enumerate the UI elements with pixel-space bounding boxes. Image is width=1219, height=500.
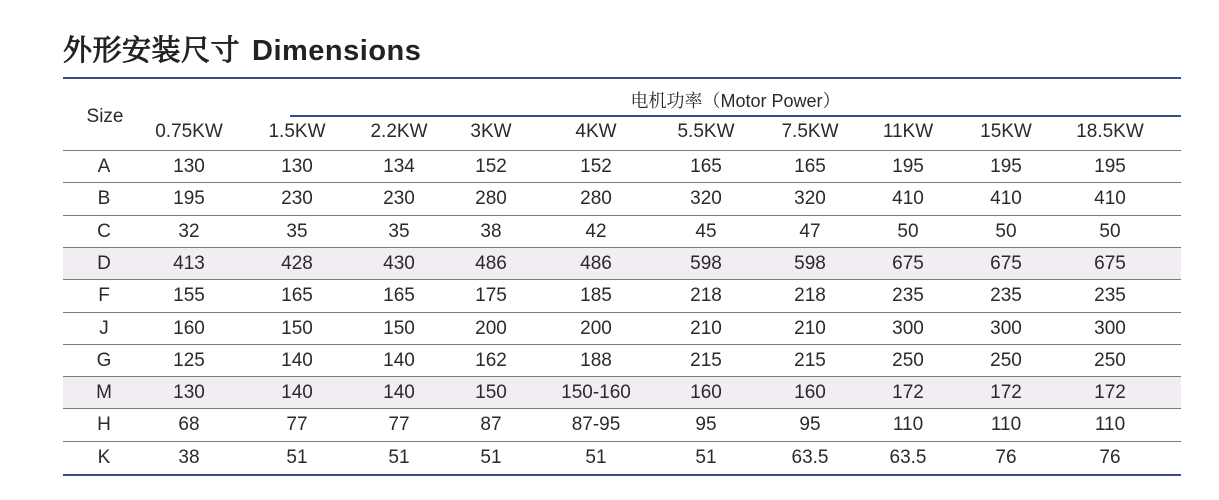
table-cell: 162 <box>475 349 507 371</box>
row-label-f: F <box>98 285 110 307</box>
header-group-rule <box>290 115 1181 117</box>
table-cell: 320 <box>690 188 722 210</box>
table-cell: 68 <box>178 414 200 436</box>
row-label-m: M <box>96 382 112 404</box>
table-cell: 486 <box>475 252 507 274</box>
row-label-b: B <box>97 188 111 210</box>
table-cell: 140 <box>281 349 313 371</box>
table-cell: 77 <box>388 414 410 436</box>
table-cell: 235 <box>892 285 924 307</box>
table-cell: 130 <box>173 156 205 177</box>
row-label-g: G <box>96 349 112 371</box>
table-top-rule <box>63 77 1181 79</box>
table-cell: 51 <box>480 446 502 468</box>
table-cell: 165 <box>383 285 415 307</box>
table-cell: 140 <box>281 382 313 404</box>
page-title <box>63 28 421 69</box>
column-header-5-5kw: 5.5KW <box>677 121 735 142</box>
table-cell: 430 <box>383 252 415 274</box>
table-cell: 77 <box>286 414 308 436</box>
row-divider <box>63 344 1181 345</box>
table-cell: 172 <box>990 382 1022 404</box>
table-cell: 165 <box>794 156 826 177</box>
table-cell: 218 <box>794 285 826 307</box>
table-cell: 410 <box>1094 188 1126 210</box>
table-cell: 87 <box>480 414 502 436</box>
column-header-7-5kw: 7.5KW <box>781 121 839 142</box>
table-cell: 185 <box>580 285 612 307</box>
table-cell: 175 <box>475 285 507 307</box>
table-cell: 140 <box>383 349 415 371</box>
motor-power-header: 电机功率（Motor Power） <box>630 91 841 111</box>
table-cell: 428 <box>281 252 313 274</box>
column-header-15kw: 15KW <box>980 121 1032 142</box>
row-label-c: C <box>97 220 111 242</box>
table-cell: 215 <box>690 349 722 371</box>
table-cell: 300 <box>1094 317 1126 339</box>
table-cell: 160 <box>173 317 205 339</box>
table-cell: 250 <box>1094 349 1126 371</box>
table-cell: 152 <box>580 156 612 177</box>
row-label-h: H <box>97 414 111 436</box>
table-cell: 413 <box>173 252 205 274</box>
column-header-11kw: 11KW <box>882 121 934 142</box>
table-cell: 125 <box>173 349 205 371</box>
table-cell: 486 <box>580 252 612 274</box>
table-cell: 160 <box>690 382 722 404</box>
table-cell: 38 <box>480 220 502 242</box>
table-cell: 598 <box>690 252 722 274</box>
table-cell: 230 <box>281 188 313 210</box>
table-cell: 215 <box>794 349 826 371</box>
row-label-k: K <box>97 446 111 468</box>
row-divider <box>63 279 1181 280</box>
row-divider <box>63 312 1181 313</box>
table-cell: 200 <box>580 317 612 339</box>
table-cell: 152 <box>475 156 507 177</box>
table-cell: 51 <box>388 446 410 468</box>
table-cell: 675 <box>990 252 1022 274</box>
table-cell: 42 <box>585 220 607 242</box>
column-header-4kw: 4KW <box>575 121 617 142</box>
table-cell: 210 <box>794 317 826 339</box>
row-label-a: A <box>97 156 111 177</box>
table-cell: 110 <box>892 414 924 436</box>
table-bottom-rule <box>63 474 1181 476</box>
table-cell: 210 <box>690 317 722 339</box>
table-cell: 410 <box>990 188 1022 210</box>
table-cell: 50 <box>897 220 919 242</box>
table-cell: 195 <box>1094 156 1126 177</box>
table-cell: 280 <box>475 188 507 210</box>
table-cell: 95 <box>695 414 717 436</box>
title-zh: 外形安装尺寸 <box>63 35 241 67</box>
table-cell: 300 <box>892 317 924 339</box>
table-cell: 35 <box>286 220 308 242</box>
table-cell: 130 <box>281 156 313 177</box>
table-cell: 45 <box>695 220 717 242</box>
table-cell: 150-160 <box>561 382 631 404</box>
row-divider <box>63 247 1181 248</box>
table-cell: 172 <box>1094 382 1126 404</box>
table-cell: 51 <box>585 446 607 468</box>
table-cell: 235 <box>1094 285 1126 307</box>
table-cell: 195 <box>173 188 205 210</box>
table-cell: 155 <box>173 285 205 307</box>
row-divider <box>63 441 1181 442</box>
table-cell: 95 <box>799 414 821 436</box>
table-cell: 63.5 <box>889 446 927 468</box>
table-cell: 675 <box>1094 252 1126 274</box>
table-cell: 675 <box>892 252 924 274</box>
table-cell: 63.5 <box>791 446 829 468</box>
size-header: Size <box>86 106 124 127</box>
table-cell: 200 <box>475 317 507 339</box>
column-header-18-5kw: 18.5KW <box>1076 121 1144 142</box>
column-header-3kw: 3KW <box>470 121 512 142</box>
table-cell: 51 <box>286 446 308 468</box>
row-label-d: D <box>97 252 111 274</box>
table-cell: 32 <box>178 220 200 242</box>
table-cell: 140 <box>383 382 415 404</box>
table-cell: 110 <box>1094 414 1126 436</box>
column-header-0-75kw: 0.75KW <box>155 121 223 142</box>
table-cell: 598 <box>794 252 826 274</box>
table-cell: 150 <box>475 382 507 404</box>
table-cell: 195 <box>990 156 1022 177</box>
column-header-2-2kw: 2.2KW <box>370 121 428 142</box>
table-cell: 320 <box>794 188 826 210</box>
table-cell: 300 <box>990 317 1022 339</box>
table-cell: 110 <box>990 414 1022 436</box>
table-cell: 172 <box>892 382 924 404</box>
table-cell: 188 <box>580 349 612 371</box>
row-divider <box>63 376 1181 377</box>
table-cell: 410 <box>892 188 924 210</box>
table-cell: 235 <box>990 285 1022 307</box>
table-cell: 47 <box>799 220 821 242</box>
table-cell: 150 <box>383 317 415 339</box>
table-cell: 218 <box>690 285 722 307</box>
row-label-j: J <box>99 317 109 339</box>
row-divider <box>63 408 1181 409</box>
column-header-1-5kw: 1.5KW <box>268 121 326 142</box>
table-cell: 50 <box>1099 220 1121 242</box>
table-cell: 165 <box>281 285 313 307</box>
table-cell: 76 <box>995 446 1017 468</box>
table-cell: 165 <box>690 156 722 177</box>
table-cell: 160 <box>794 382 826 404</box>
table-cell: 195 <box>892 156 924 177</box>
table-cell: 150 <box>281 317 313 339</box>
table-cell: 87-95 <box>571 414 621 436</box>
row-divider <box>63 150 1181 151</box>
row-divider <box>63 215 1181 216</box>
table-cell: 250 <box>990 349 1022 371</box>
table-cell: 51 <box>695 446 717 468</box>
table-cell: 35 <box>388 220 410 242</box>
row-divider <box>63 182 1181 183</box>
table-cell: 130 <box>173 382 205 404</box>
title-en: Dimensions <box>252 35 422 67</box>
table-cell: 134 <box>383 156 415 177</box>
table-cell: 76 <box>1099 446 1121 468</box>
table-cell: 50 <box>995 220 1017 242</box>
table-cell: 280 <box>580 188 612 210</box>
table-cell: 230 <box>383 188 415 210</box>
table-cell: 250 <box>892 349 924 371</box>
table-cell: 38 <box>178 446 200 468</box>
